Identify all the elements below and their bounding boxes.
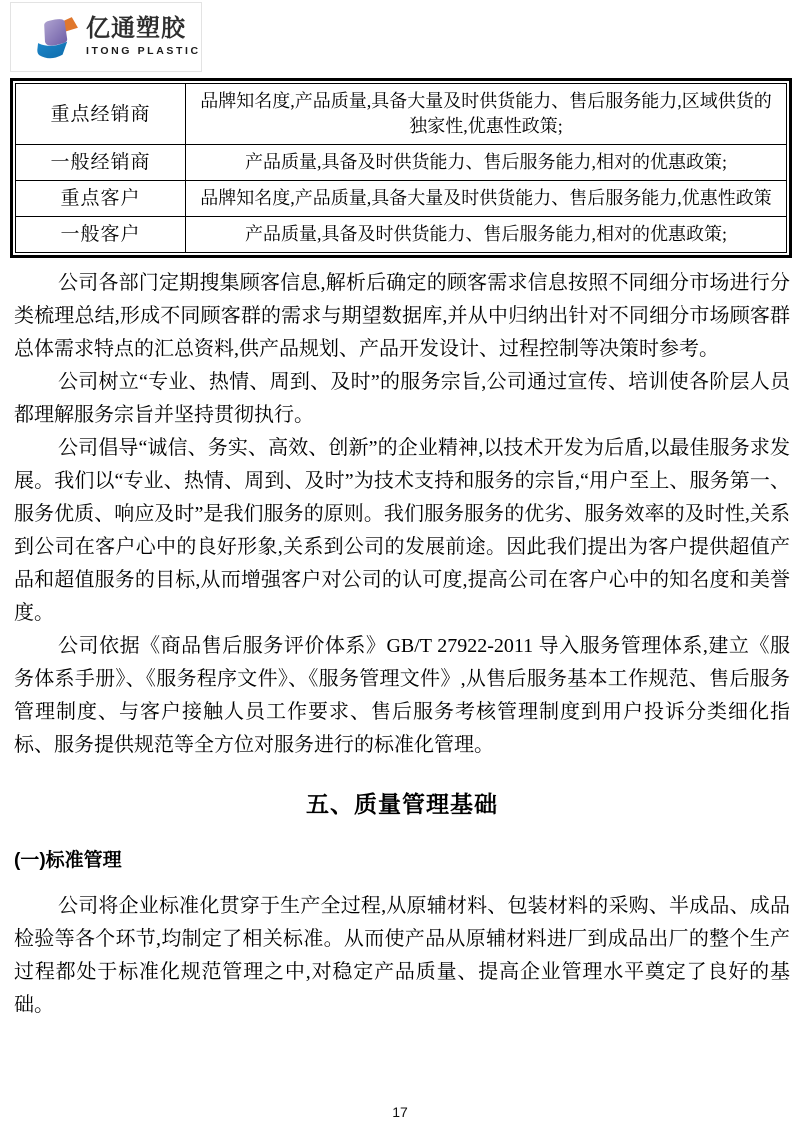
customer-type-cell: 一般客户	[16, 217, 186, 253]
table-row-key-customer	[16, 181, 787, 217]
page-header	[0, 0, 800, 78]
policy-cell: 品牌知名度,产品质量,具备大量及时供货能力、售后服务能力,优惠性政策	[186, 181, 787, 217]
policy-cell: 产品质量,具备及时供货能力、售后服务能力,相对的优惠政策;	[186, 217, 787, 253]
company-name-en: ITONG PLASTIC	[86, 45, 201, 58]
table-row-general-customer	[16, 217, 787, 253]
customer-type-cell: 重点客户	[16, 181, 186, 217]
customer-type-cell: 一般经销商	[16, 145, 186, 181]
table-row-general-dealer	[16, 145, 787, 181]
table-row-key-dealer	[16, 84, 787, 145]
paragraph-enterprise-spirit: 公司倡导“诚信、务实、高效、创新”的企业精神,以技术开发为后盾,以最佳服务求发展。我们以“专业、热情、周到、及时”为技术支持和服务的宗旨,“用户至上、服务第一、服务优质、响应及时”是我们服务的原则。我们服务服务的优劣、服务效率的及时性,关系到公司在客户心中的良好形象,关系到公司的发展前途。因此我们提出为客户提供超值产品和超值服务的目标,从而增强客户对公司的认可度,提高公司在客户心中的知名度和美誉度。	[14, 437, 790, 624]
section-heading-quality-management: 五、质量管理基础	[306, 791, 498, 817]
company-logo-text	[86, 17, 201, 57]
policy-cell: 产品质量,具备及时供货能力、售后服务能力,相对的优惠政策;	[186, 145, 787, 181]
paragraph-standardization: 公司将企业标准化贯穿于生产全过程,从原辅材料、包装材料的采购、半成品、成品检验等各个环节,均制定了相关标准。从而使产品从原辅材料进厂到成品出厂的整个生产过程都处于标准化规范管理之中,对稳定产品质量、提高企业管理水平奠定了良好的基础。	[14, 895, 790, 1016]
customer-policy-table	[10, 78, 792, 258]
company-logo	[10, 2, 202, 72]
paragraph-service-standard: 公司依据《商品售后服务评价体系》GB/T 27922-2011 导入服务管理体系,建立《服务体系手册》、《服务程序文件》、《服务管理文件》,从售后服务基本工作规范、售后服务管理制度、与客户接触人员工作要求、售后服务考核管理制度到用户投诉分类细化指标、服务提供规范等全方位对服务进行的标准化管理。	[14, 635, 790, 756]
page-footer	[0, 1104, 800, 1122]
company-logo-icon	[35, 12, 81, 62]
paragraph-service-tenet: 公司树立“专业、热情、周到、及时”的服务宗旨,公司通过宣传、培训使各阶层人员都理解服务宗旨并坚持贯彻执行。	[14, 371, 790, 426]
customer-type-cell: 重点经销商	[16, 84, 186, 145]
document-body	[0, 258, 800, 1022]
paragraph-customer-info: 公司各部门定期搜集顾客信息,解析后确定的顾客需求信息按照不同细分市场进行分类梳理总结,形成不同顾客群的需求与期望数据库,并从中归纳出针对不同细分市场顾客群总体需求特点的汇总资料,供产品规划、产品开发设计、过程控制等决策时参考。	[14, 272, 790, 360]
company-name-cn: 亿通塑胶	[86, 15, 186, 43]
policy-cell: 品牌知名度,产品质量,具备大量及时供货能力、售后服务能力,区域供货的独家性,优惠性政策;	[186, 84, 787, 145]
page-number: 17	[392, 1104, 408, 1120]
subsection-heading-standard-management: (一)标准管理	[14, 850, 122, 871]
